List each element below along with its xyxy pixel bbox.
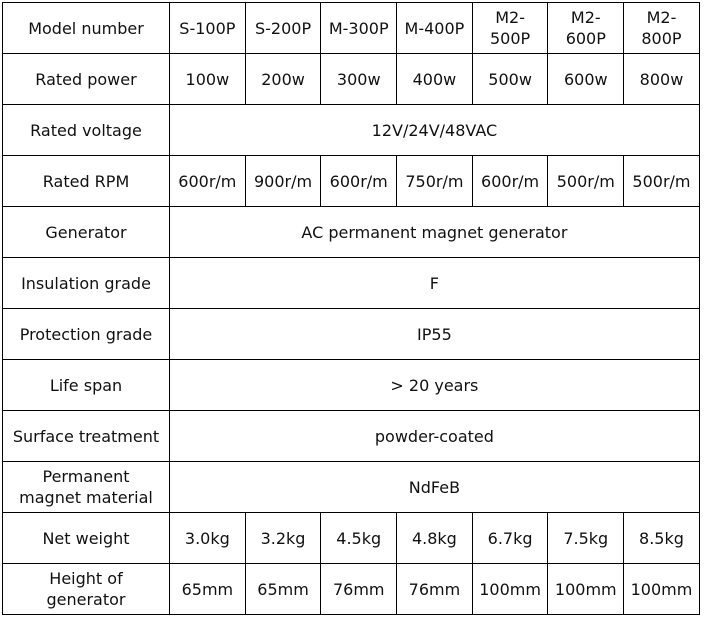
cell-value: 600w bbox=[548, 54, 624, 105]
row-model-number bbox=[3, 3, 700, 54]
cell-value: 4.8kg bbox=[397, 513, 473, 564]
cell-value: 600r/m bbox=[170, 156, 246, 207]
cell-span-value: AC permanent magnet generator bbox=[170, 207, 700, 258]
cell-value: 8.5kg bbox=[624, 513, 700, 564]
row-label: Model number bbox=[3, 3, 170, 54]
cell-value: 500r/m bbox=[624, 156, 700, 207]
cell-span-value: > 20 years bbox=[170, 360, 700, 411]
cell-value: 500r/m bbox=[548, 156, 624, 207]
cell-value: 900r/m bbox=[245, 156, 321, 207]
row-label: Surface treatment bbox=[3, 411, 170, 462]
cell-span-value: F bbox=[170, 258, 700, 309]
cell-value: 4.5kg bbox=[321, 513, 397, 564]
cell-value: 100mm bbox=[548, 564, 624, 615]
cell-value: 7.5kg bbox=[548, 513, 624, 564]
cell-value: 76mm bbox=[397, 564, 473, 615]
cell-value: 6.7kg bbox=[472, 513, 548, 564]
row-label: Rated voltage bbox=[3, 105, 170, 156]
row-life-span bbox=[3, 360, 700, 411]
cell-value: 400w bbox=[397, 54, 473, 105]
cell-model: M-400P bbox=[397, 3, 473, 54]
cell-value: 600r/m bbox=[321, 156, 397, 207]
cell-value: 200w bbox=[245, 54, 321, 105]
cell-value: 65mm bbox=[245, 564, 321, 615]
row-magnet-material bbox=[3, 462, 700, 513]
row-generator bbox=[3, 207, 700, 258]
row-label: Rated RPM bbox=[3, 156, 170, 207]
row-net-weight bbox=[3, 513, 700, 564]
cell-value: 100w bbox=[170, 54, 246, 105]
row-label: Life span bbox=[3, 360, 170, 411]
cell-span-value: IP55 bbox=[170, 309, 700, 360]
row-rated-power bbox=[3, 54, 700, 105]
cell-model: M2-600P bbox=[548, 3, 624, 54]
cell-model: S-100P bbox=[170, 3, 246, 54]
cell-model: M2-800P bbox=[624, 3, 700, 54]
row-label: Net weight bbox=[3, 513, 170, 564]
row-label: Height of generator bbox=[3, 564, 170, 615]
cell-value: 65mm bbox=[170, 564, 246, 615]
spec-table bbox=[2, 2, 700, 615]
cell-value: 3.0kg bbox=[170, 513, 246, 564]
cell-value: 300w bbox=[321, 54, 397, 105]
cell-value: 600r/m bbox=[472, 156, 548, 207]
row-label: Insulation grade bbox=[3, 258, 170, 309]
row-insulation-grade bbox=[3, 258, 700, 309]
cell-value: 500w bbox=[472, 54, 548, 105]
cell-value: 750r/m bbox=[397, 156, 473, 207]
cell-span-value: 12V/24V/48VAC bbox=[170, 105, 700, 156]
cell-value: 800w bbox=[624, 54, 700, 105]
row-rated-rpm bbox=[3, 156, 700, 207]
row-label: Permanent magnet material bbox=[3, 462, 170, 513]
row-surface-treatment bbox=[3, 411, 700, 462]
cell-model: S-200P bbox=[245, 3, 321, 54]
row-label: Generator bbox=[3, 207, 170, 258]
cell-value: 76mm bbox=[321, 564, 397, 615]
cell-span-value: powder-coated bbox=[170, 411, 700, 462]
row-label: Protection grade bbox=[3, 309, 170, 360]
cell-value: 3.2kg bbox=[245, 513, 321, 564]
cell-value: 100mm bbox=[472, 564, 548, 615]
row-rated-voltage bbox=[3, 105, 700, 156]
cell-span-value: NdFeB bbox=[170, 462, 700, 513]
cell-model: M2-500P bbox=[472, 3, 548, 54]
cell-value: 100mm bbox=[624, 564, 700, 615]
cell-model: M-300P bbox=[321, 3, 397, 54]
row-protection-grade bbox=[3, 309, 700, 360]
row-label: Rated power bbox=[3, 54, 170, 105]
row-generator-height bbox=[3, 564, 700, 615]
